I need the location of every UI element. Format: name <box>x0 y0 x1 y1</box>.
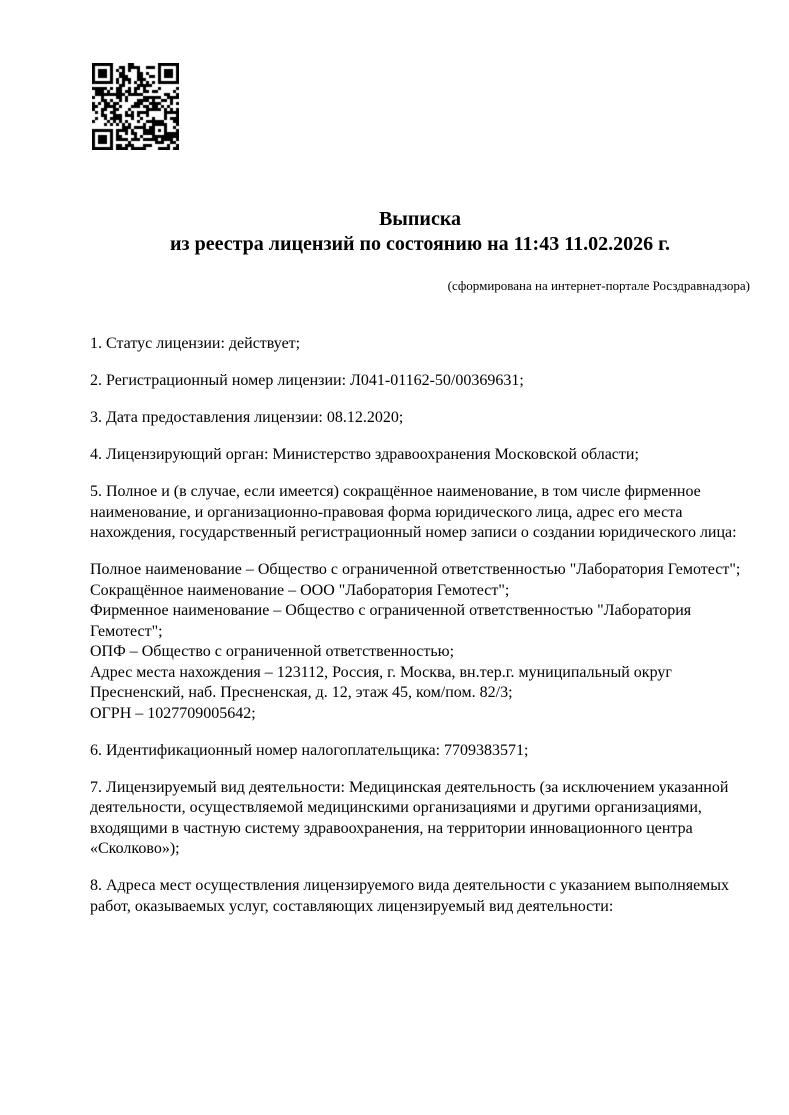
paragraph-activity-type: 7. Лицензируемый вид деятельности: Медицинская деятельность (за исключением указанной деятельности, осуществляемой медицинскими организациями и другими организациями, входящими в частную систему здравоохранения, на территории инновационного центра «Сколково»); <box>90 778 729 857</box>
paragraph-entity-names-intro: 5. Полное и (в случае, если имеется) сокращённое наименование, в том числе фирменное наименование, и организационно-правовая форма юридического лица, адрес его места нахождения, государственный регистрационный номер записи о создании юридического лица: <box>90 483 737 541</box>
document-body <box>90 334 750 917</box>
license-extract-document <box>0 63 789 1115</box>
entity-full-name: Полное наименование – Общество с ограниченной ответственностью "Лаборатория Гемотест"; <box>90 561 741 578</box>
entity-legal-form: ОПФ – Общество с ограниченной ответственностью; <box>90 643 455 660</box>
paragraph-license-date: 3. Дата предоставления лицензии: 08.12.2020; <box>90 409 404 426</box>
paragraph-license-number: 2. Регистрационный номер лицензии: Л041-01162-50/00369631; <box>90 372 524 389</box>
document-title <box>90 207 750 257</box>
paragraph-taxpayer-number: 6. Идентификационный номер налогоплательщика: 7709383571; <box>90 741 529 759</box>
entity-ogrn: ОГРН – 1027709005642; <box>90 704 256 722</box>
entity-brand-name: Фирменное наименование – Общество с ограниченной ответственностью "Лаборатория Гемотест"; <box>90 602 692 640</box>
entity-details <box>90 560 750 724</box>
paragraph-license-status: 1. Статус лицензии: действует; <box>90 335 301 352</box>
paragraph-licensing-authority: 4. Лицензирующий орган: Министерство здравоохранения Московской области; <box>90 446 639 463</box>
qr-code <box>92 63 179 150</box>
paragraph-activity-addresses-intro: 8. Адреса мест осуществления лицензируемого вида деятельности с указанием выполняемых работ, оказываемых услуг, составляющих лицензируемый вид деятельности: <box>90 877 730 915</box>
entity-short-name: Сокращённое наименование – ООО "Лаборатория Гемотест"; <box>90 581 510 599</box>
document-title-line2: из реестра лицензий по состоянию на 11:43 11.02.2026 г. <box>170 233 670 255</box>
formation-note: (сформирована на интернет-портале Росздравнадзора) <box>447 278 750 293</box>
document-title-line1: Выписка <box>378 208 462 230</box>
entity-address: Адрес места нахождения – 123112, Россия, г. Москва, вн.тер.г. муниципальный округ Пресненский, наб. Пресненская, д. 12, этаж 45, ком/пом. 82/3; <box>90 663 672 701</box>
